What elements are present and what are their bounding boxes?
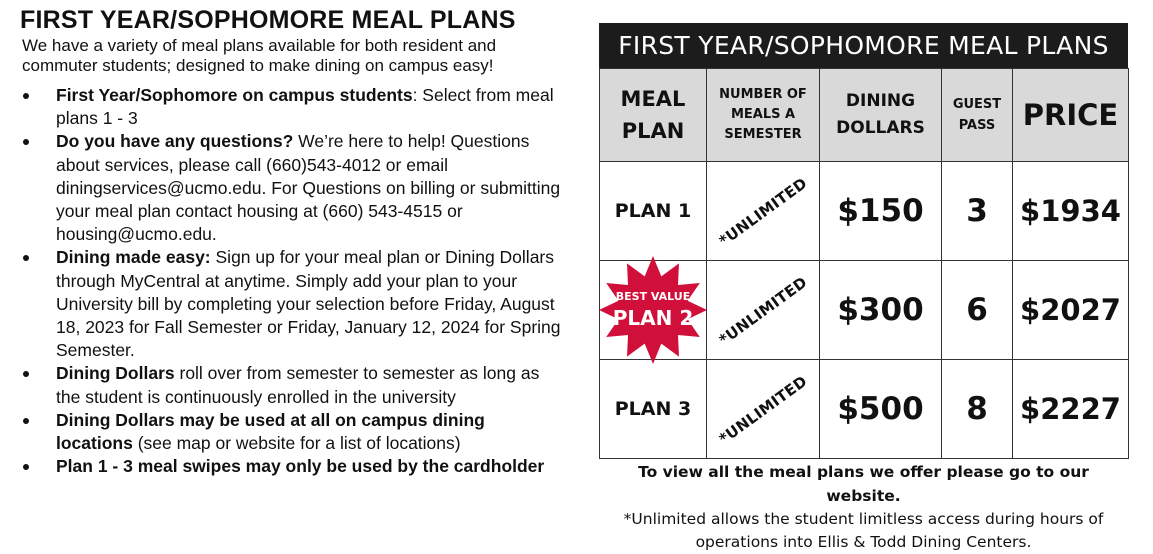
meals-cell xyxy=(707,162,820,261)
table-row xyxy=(600,261,1129,360)
table-row xyxy=(600,162,1129,261)
meal-plan-info xyxy=(20,6,580,478)
website-note: To view all the meal plans we offer please go to our website. xyxy=(638,463,1089,505)
unlimited-label: *UNLIMITED xyxy=(715,173,811,250)
header-guest-pass: GUEST PASS xyxy=(942,69,1013,162)
best-value-badge: BEST VALUE xyxy=(615,290,691,303)
bullet-dining-dollars-rollover: Dining Dollars roll over from semester to semester as long as the student is continuously enrolled in the university xyxy=(20,362,566,408)
bullet-dining-dollars-locations: Dining Dollars may be used at all on campus dining locations (see map or website for a list of locations) xyxy=(20,409,566,455)
price-value: $1934 xyxy=(1013,162,1129,261)
page-title: FIRST YEAR/SOPHOMORE MEAL PLANS xyxy=(20,6,516,34)
guest-pass-value: 8 xyxy=(942,360,1013,459)
meals-cell xyxy=(707,360,820,459)
plan-name-cell xyxy=(600,261,707,360)
dining-dollars-value: $300 xyxy=(820,261,942,360)
header-meal-plan: MEAL PLAN xyxy=(600,69,707,162)
meal-plan-table xyxy=(599,68,1129,459)
header-meals-per-semester: NUMBER OF MEALS A SEMESTER xyxy=(707,69,820,162)
info-bullet-list xyxy=(20,84,580,478)
dining-dollars-value: $150 xyxy=(820,162,942,261)
bullet-dining-made-easy: Dining made easy: Sign up for your meal plan or Dining Dollars through MyCentral at anytime. Simply add your plan to your University bill by completing your selection before Friday, August 18, 2023 for Fall Semester or Friday, January 12, 2024 for Spring Semester. xyxy=(20,246,566,362)
price-value: $2227 xyxy=(1013,360,1129,459)
plan-name: PLAN 1 xyxy=(600,162,707,261)
table-title: FIRST YEAR/SOPHOMORE MEAL PLANS xyxy=(599,23,1128,68)
table-row xyxy=(600,360,1129,459)
header-dining-dollars: DINING DOLLARS xyxy=(820,69,942,162)
price-value: $2027 xyxy=(1013,261,1129,360)
dining-dollars-value: $500 xyxy=(820,360,942,459)
unlimited-label: *UNLIMITED xyxy=(715,371,811,448)
table-footer xyxy=(599,460,1128,554)
intro-text: We have a variety of meal plans available for both resident and commuter students; designed to make dining on campus easy! xyxy=(22,36,497,75)
guest-pass-value: 6 xyxy=(942,261,1013,360)
plan-name: PLAN 2 xyxy=(612,306,694,330)
table-header-row xyxy=(600,69,1129,162)
plan-name: PLAN 3 xyxy=(600,360,707,459)
guest-pass-value: 3 xyxy=(942,162,1013,261)
bullet-questions: Do you have any questions? We’re here to help! Questions about services, please call (660)543-4012 or email diningservices@ucmo.edu. For Questions on billing or submitting your meal plan contact housing at (660) 543-4515 or housing@ucmo.edu. xyxy=(20,130,566,246)
bullet-cardholder-only: Plan 1 - 3 meal swipes may only be used by the cardholder xyxy=(20,455,566,478)
meal-plan-table-panel xyxy=(599,23,1128,459)
header-price: PRICE xyxy=(1013,69,1129,162)
bullet-campus-students: First Year/Sophomore on campus students: Select from meal plans 1 - 3 xyxy=(20,84,566,130)
unlimited-label: *UNLIMITED xyxy=(715,272,811,349)
unlimited-footnote: *Unlimited allows the student limitless access during hours of operations into Ellis & Todd Dining Centers. xyxy=(623,510,1104,551)
meals-cell xyxy=(707,261,820,360)
